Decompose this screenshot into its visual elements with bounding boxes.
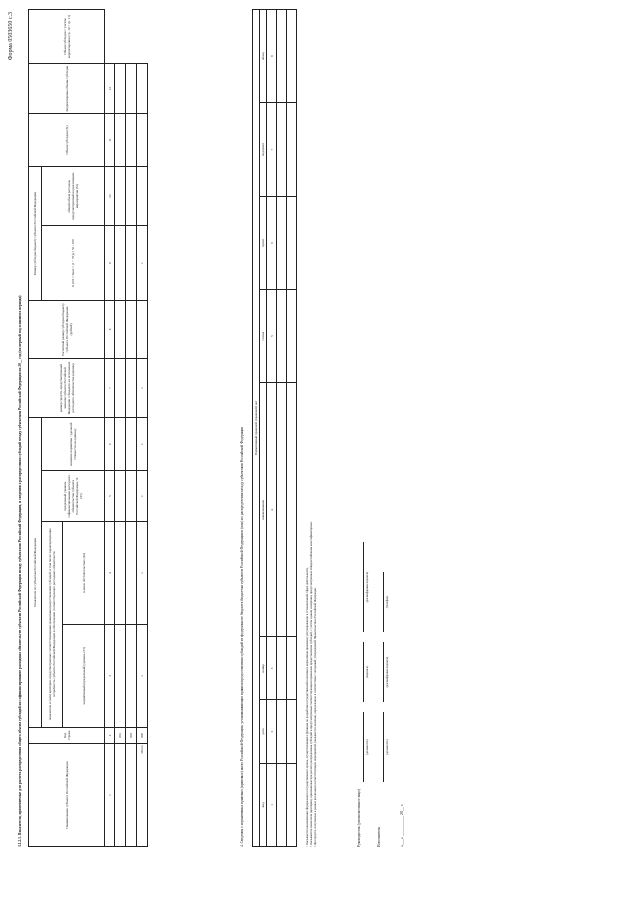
col-number: 8: [267, 10, 277, 103]
header-volume: Объем субсидии (Si): [29, 113, 105, 166]
cell[interactable]: [115, 64, 126, 114]
exec-name-line[interactable]: [383, 642, 384, 702]
column-numbers-row: [105, 10, 115, 847]
col-number: 7: [267, 103, 277, 196]
cell[interactable]: [137, 300, 148, 358]
col-number: 9: [105, 226, 115, 301]
cell[interactable]: [126, 418, 137, 471]
cell[interactable]: [115, 624, 126, 727]
cell[interactable]: [277, 196, 287, 289]
col-number: 4: [267, 383, 277, 637]
cell[interactable]: [287, 290, 297, 383]
position-caption: (должность): [365, 739, 369, 755]
norm-col-paragraph: абзац: [260, 10, 267, 103]
col-number: 4: [105, 521, 115, 624]
col-number: 6: [105, 418, 115, 471]
cell[interactable]: [287, 103, 297, 196]
footnote: ¹ Указывается наименование федерального государственного органа, осуществляющего функции по разработке государственной политики и нормативно-правовому регулированию в установленной сфере деятельности.: [305, 567, 309, 847]
cell[interactable]: [115, 418, 126, 471]
cell[interactable]: [137, 64, 148, 114]
exec-position-line[interactable]: [383, 712, 384, 782]
header-name: Наименование субъекта Российской Федерации: [29, 744, 105, 847]
header-sub: показатели и (или) критерии, предусмотренные соответствующими правилами предоставления субсидий, в том числе характеризующие потребность субъекта Российской Федерации в обеспечении соответствующих расходных обязательств: [42, 521, 63, 727]
col-number: 5: [105, 471, 115, 521]
header-share-sym: (Yi): [79, 493, 83, 499]
norm-col-point: пункт: [260, 196, 267, 289]
col-number: 8: [105, 300, 115, 358]
subsidy-table: [28, 9, 148, 847]
cell[interactable]: [277, 290, 287, 383]
col-number: 12: [105, 64, 115, 114]
col-number: 11: [105, 113, 115, 166]
table-row: [115, 10, 126, 847]
cell[interactable]: [287, 383, 297, 637]
exec-position-caption: (должность): [385, 739, 389, 755]
cell[interactable]: [277, 763, 287, 846]
cell[interactable]: [126, 300, 137, 358]
cell[interactable]: [126, 624, 137, 727]
cell[interactable]: [277, 700, 287, 763]
norm-header-group: Нормативный правовой (правовой) акт: [253, 10, 260, 847]
x-mark: x: [137, 358, 148, 417]
table-row: [287, 10, 297, 847]
cell[interactable]: [115, 226, 126, 301]
col-number: 7: [105, 358, 115, 417]
header-share-text: предельный уровень софинансирования расходного обязательства субъекта Российской Федерации, %: [63, 474, 79, 518]
footnotes: [305, 9, 318, 847]
header-normal: нормативный (предельный) уровень (Уi): [63, 624, 105, 727]
row-code: 900: [137, 727, 148, 744]
header-cost: значение норматива / удельной стоимости на единицу: [42, 418, 105, 471]
header-code: Код строки: [29, 727, 105, 744]
cell[interactable]: [287, 700, 297, 763]
cell[interactable]: [277, 383, 287, 637]
header-obj: размер средств, предусмотренный законом субъекта Российской Федерации о бюджете на исполнение расходного обязательства (единиц): [29, 358, 105, 417]
cell[interactable]: [115, 521, 126, 624]
col-number: 1: [105, 744, 115, 847]
header-calc: Размер субсидии бюджету субъекта Российской Федерации: [29, 167, 42, 301]
footnote: ³ Для средств, полученных в рамках реализации соответствующих мероприятий, указывается значение, определенное в соответствии с методикой, утвержденной Правительством Российской Федерации.: [313, 587, 318, 847]
x-mark: x: [137, 624, 148, 727]
cell[interactable]: [126, 226, 137, 301]
cell[interactable]: [126, 113, 137, 166]
cell[interactable]: [115, 113, 126, 166]
cell[interactable]: [287, 196, 297, 289]
cell[interactable]: [137, 113, 148, 166]
exec-phone-line[interactable]: [383, 572, 384, 632]
header-final: Объем субсидии с учетом корректировки (гр. 10 + гр. 11): [29, 10, 105, 64]
col-number: 6: [267, 196, 277, 289]
col-number: 3: [267, 637, 277, 700]
footnote: ² Указываются показатели (критерии), применяемые при расчете распределения субсидий и предусмотренные соответствующими правилами предоставления субсидий, с учетом единиц измерения, предусмотренных общероссийскими классификаторами.: [309, 521, 314, 847]
row-code: 001: [115, 727, 126, 744]
cell[interactable]: [277, 10, 287, 103]
cell[interactable]: [115, 300, 126, 358]
cell[interactable]: [137, 167, 148, 226]
header-total: общий объем расходов, предусмотренный на реализацию мероприятия (Si): [42, 167, 105, 226]
row-name[interactable]: [115, 744, 126, 847]
cell[interactable]: [287, 10, 297, 103]
cell[interactable]: [126, 471, 137, 521]
cell[interactable]: [126, 521, 137, 624]
form-id: Форма 0503650 с.3: [8, 12, 14, 61]
row-name[interactable]: [126, 744, 137, 847]
cell[interactable]: [115, 167, 126, 226]
header-share: [42, 471, 105, 521]
header-indicators: Показатели по субъектам Российской Федерации: [29, 418, 42, 728]
cell[interactable]: [126, 167, 137, 226]
signature-caption: (подпись): [365, 665, 369, 679]
head-label: Руководитель (уполномоченное лицо): [357, 788, 361, 847]
name-line[interactable]: [363, 542, 364, 632]
col-number: 2: [267, 700, 277, 763]
cell[interactable]: [277, 103, 287, 196]
x-mark: x: [137, 521, 148, 624]
norm-note: 4. Сведения о нормативных правовых (правовых) актах Российской Федерации, устанавливающих правила предоставления субсидий из федерального бюджета бюджетам субъектов Российской Федерации и (или) их распределения между субъектами Российской Федерации: [240, 426, 244, 847]
signature-block: [355, 527, 404, 847]
col-number: 10: [105, 167, 115, 226]
cell[interactable]: [115, 358, 126, 417]
date-line[interactable]: «___» __________ 20__ г.: [399, 803, 404, 847]
name-caption: (расшифровка подписи): [365, 571, 369, 603]
row-code: 002: [126, 727, 137, 744]
x-mark: x: [137, 226, 148, 301]
cell[interactable]: [126, 358, 137, 417]
col-number: 3: [105, 624, 115, 727]
header-formula: Σ (0,9 × Sцел × (1 − Уi)) × Yi / 100: [42, 226, 105, 301]
x-mark: x: [137, 418, 148, 471]
col-number: 2: [105, 727, 115, 744]
exec-label: Исполнитель: [377, 826, 381, 847]
cell[interactable]: [287, 637, 297, 700]
cell[interactable]: [126, 64, 137, 114]
col-number: 5: [267, 290, 277, 383]
x-mark: x: [137, 471, 148, 521]
norm-col-date: дата: [260, 700, 267, 763]
header-need: Расчетный размер субсидии бюджету субъекта Российской Федерации (рублей): [29, 300, 105, 358]
exec-name-caption: (расшифровка подписи): [385, 656, 389, 688]
cell[interactable]: [277, 637, 287, 700]
signature-line[interactable]: [363, 642, 364, 702]
norm-col-type: вид: [260, 763, 267, 846]
cell[interactable]: [115, 471, 126, 521]
norm-table: [252, 9, 297, 847]
exec-phone-caption: (телефон): [385, 595, 389, 609]
cell[interactable]: [287, 763, 297, 846]
norm-col-subpoint: подпункт: [260, 103, 267, 196]
norm-col-article: статья: [260, 290, 267, 383]
section-title: 3.1.2.1. Показатели, применяемые для расчета распределения общего объема субсидий на софинансирование расходных обязательств субъектов Российской Федерации между субъектами Российской Федерации, и сведения о распределении субсидий между субъектами Российской Федерации на 20__ год (на первый год планового периода): [18, 295, 22, 847]
table-row: [126, 10, 137, 847]
col-number: 1: [267, 763, 277, 846]
header-correction: Корректировка объема субсидии: [29, 64, 105, 114]
norm-col-number: номер: [260, 637, 267, 700]
norm-numbers-row: [267, 10, 277, 847]
table-row: [277, 10, 287, 847]
total-label: Итого: [137, 744, 148, 847]
norm-col-title: наименование: [260, 383, 267, 637]
total-row: [137, 10, 148, 847]
position-line[interactable]: [363, 712, 364, 782]
header-other: в иных обстоятельствах (Кi): [63, 521, 105, 624]
